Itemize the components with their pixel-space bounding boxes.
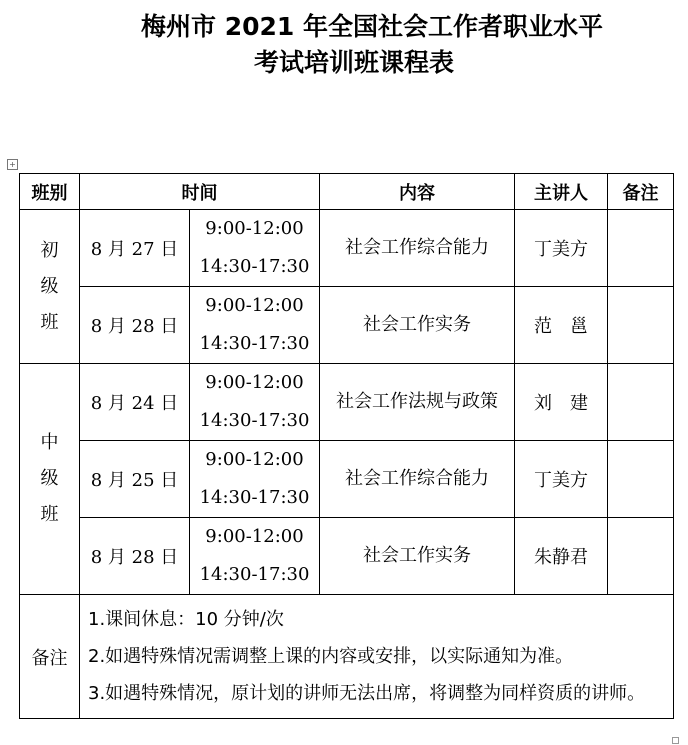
lecturer-cell: 丁美方 [515, 441, 608, 518]
note-item: 3.如遇特殊情况，原计划的讲师无法出席，将调整为同样资质的讲师。 [88, 683, 646, 704]
notes-label: 备注 [20, 595, 80, 719]
remark-cell [608, 364, 674, 441]
date-cell: 8 月 28 日 [80, 518, 190, 595]
table-row [20, 287, 674, 364]
notes-cell [80, 595, 674, 719]
content-cell: 社会工作综合能力 [320, 441, 515, 518]
lecturer-cell: 刘 建 [515, 364, 608, 441]
time-cell: 9:00-12:00 14:30-17:30 [190, 364, 320, 441]
table-row [20, 518, 674, 595]
lecturer-cell: 朱静君 [515, 518, 608, 595]
class-name-cell: 初 级 班 [20, 210, 80, 364]
date-cell: 8 月 24 日 [80, 364, 190, 441]
table-row [20, 210, 674, 287]
time-cell: 9:00-12:00 14:30-17:30 [190, 441, 320, 518]
header-lecturer: 主讲人 [515, 174, 608, 210]
date-cell: 8 月 27 日 [80, 210, 190, 287]
header-remarks: 备注 [608, 174, 674, 210]
notes-row [20, 595, 674, 719]
time-cell: 9:00-12:00 14:30-17:30 [190, 287, 320, 364]
schedule-table [19, 173, 674, 719]
lecturer-cell: 范 邕 [515, 287, 608, 364]
move-handle-icon[interactable]: + [7, 159, 18, 170]
page-title-line2: 考试培训班课程表 [253, 48, 454, 77]
remark-cell [608, 287, 674, 364]
table-row [20, 364, 674, 441]
content-cell: 社会工作法规与政策 [320, 364, 515, 441]
end-of-cell-marker [672, 737, 679, 744]
note-item: 1.课间休息：10 分钟/次 [88, 609, 284, 630]
header-content: 内容 [320, 174, 515, 210]
time-cell: 9:00-12:00 14:30-17:30 [190, 210, 320, 287]
header-class: 班别 [20, 174, 80, 210]
date-cell: 8 月 28 日 [80, 287, 190, 364]
remark-cell [608, 441, 674, 518]
content-cell: 社会工作实务 [320, 287, 515, 364]
content-cell: 社会工作实务 [320, 518, 515, 595]
note-item: 2.如遇特殊情况需调整上课的内容或安排，以实际通知为准。 [88, 646, 574, 667]
table-header-row [20, 174, 674, 210]
class-name-cell: 中 级 班 [20, 364, 80, 595]
remark-cell [608, 210, 674, 287]
lecturer-cell: 丁美方 [515, 210, 608, 287]
table-row [20, 441, 674, 518]
date-cell: 8 月 25 日 [80, 441, 190, 518]
remark-cell [608, 518, 674, 595]
time-cell: 9:00-12:00 14:30-17:30 [190, 518, 320, 595]
content-cell: 社会工作综合能力 [320, 210, 515, 287]
page-title-line1: 梅州市 2021 年全国社会工作者职业水平 [141, 12, 603, 41]
header-time: 时间 [80, 174, 320, 210]
